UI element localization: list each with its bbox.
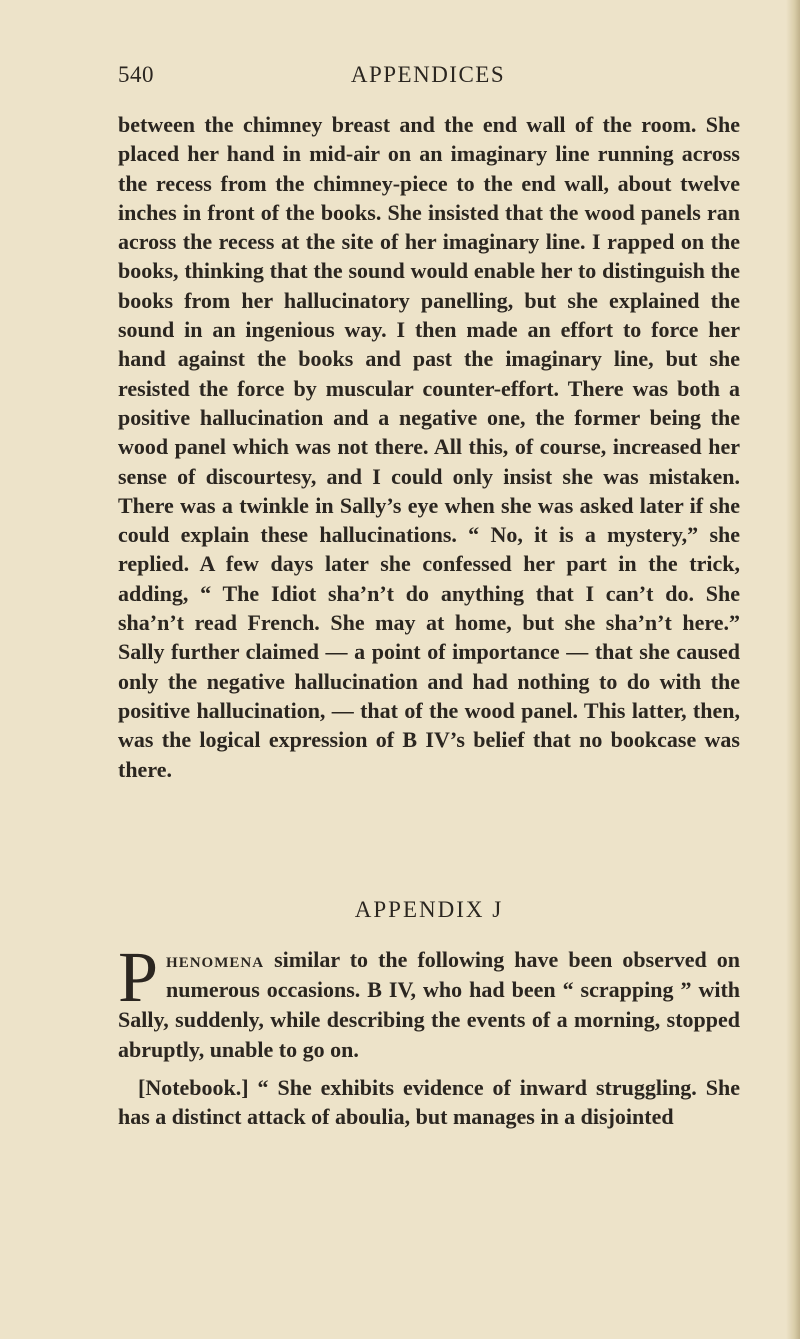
drop-cap: P bbox=[118, 937, 159, 1017]
page-edge-shadow bbox=[786, 0, 800, 1339]
paragraph-2-text: similar to the following have been observed on numerous occasions. B IV, who had been “ scrapping ” with Sally, suddenly, while describing the events of a morning, stopped abruptly, unable to go on. bbox=[118, 947, 740, 1062]
section-heading: APPENDIX J bbox=[354, 897, 504, 922]
body-paragraph-3: [Notebook.] “ She exhibits evidence of inward struggling. She has a distinct attack of aboulia, but manages in a disjointed bbox=[118, 1075, 740, 1129]
body-paragraph-2 bbox=[118, 937, 740, 1065]
page-number: 540 bbox=[118, 62, 154, 87]
body-paragraph-1: between the chimney breast and the end wall of the room. She placed her hand in mid-air on an imaginary line running across the recess from the chimney-piece to the end wall, about twelve inches in front of the books. She insisted that the wood panels ran across the recess at the site of her imaginary line. I rapped on the books, thinking that the sound would enable her to distinguish the books from her hallucinatory panelling, but she explained the sound in an ingenious way. I then made an effort to force her hand against the books and past the imaginary line, but she resisted the force by muscular counter-effort. There was both a positive hallucination and a negative one, the former being the wood panel which was not there. All this, of course, increased her sense of discourtesy, and I could only insist she was mistaken. There was a twinkle in Sally’s eye when she was asked later if she could explain these hallucinations. “ No, it is a mystery,” she replied. A few days later she confessed her part in the trick, adding, “ The Idiot sha’n’t do anything that I can’t do. She sha’n’t read French. She may at home, but she sha’n’t here.” Sally further claimed — a point of importance — that she caused only the negative hallucination and had nothing to do with the positive hallucination, — that of the wood panel. This latter, then, was the logical expression of B IV’s belief that no bookcase was there. bbox=[118, 112, 740, 782]
page-header bbox=[118, 62, 738, 92]
small-caps-word: henomena bbox=[166, 947, 265, 972]
running-head: APPENDICES bbox=[350, 62, 506, 87]
